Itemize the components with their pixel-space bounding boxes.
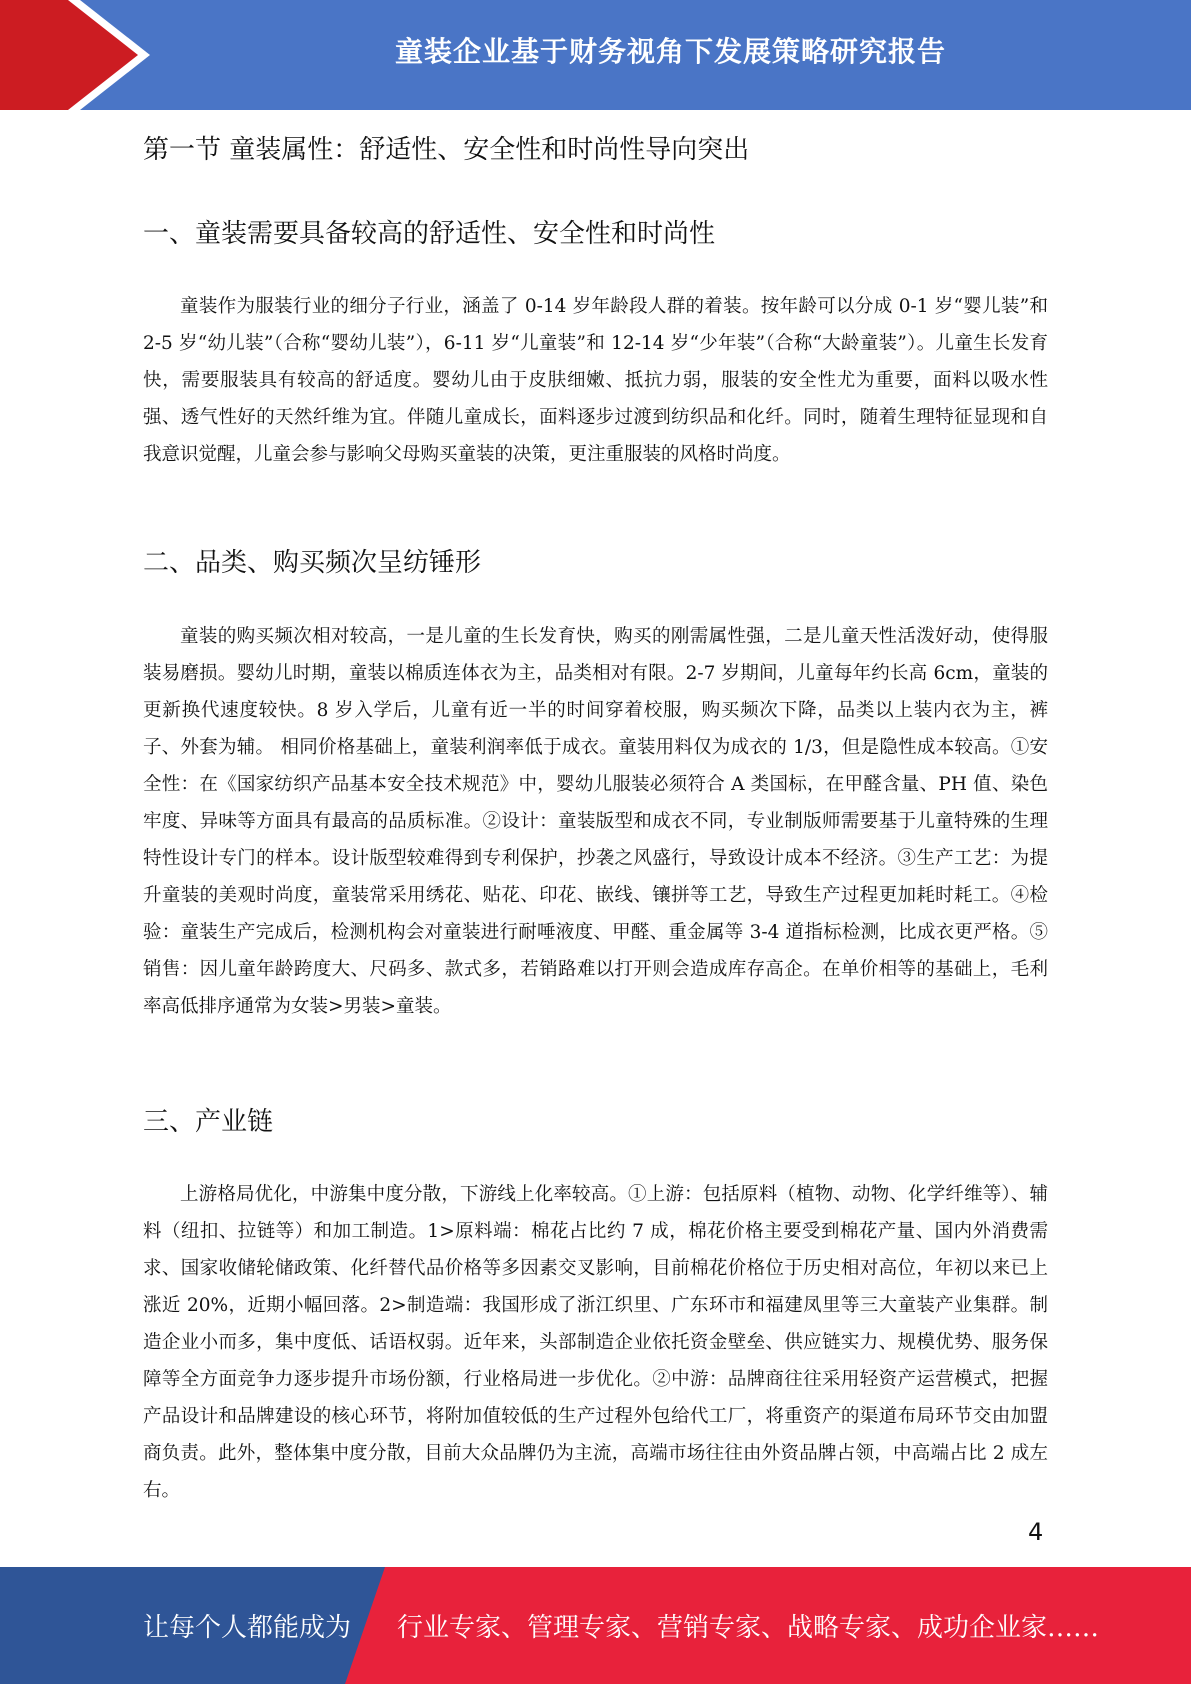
page-number: 4 [1028,1518,1044,1546]
section-title: 第一节 童装属性：舒适性、安全性和时尚性导向突出 [143,135,750,165]
subsection-body-2: 童装的购买频次相对较高，一是儿童的生长发育快，购买的刚需属性强，二是儿童天性活泼好动，使得服装易磨损。婴幼儿时期，童装以棉质连体衣为主，品类相对有限。2-7 岁期间，儿童每年约长高 6cm，童装的更新换代速度较快。8 岁入学后，儿童有近一半的时间穿着校服，购买频次下降，品类以上装内衣为主，裤子、外套为辅。 相同价格基础上，童装利润率低于成衣。童装用料仅为成衣的 1/3，但是隐性成本较高。①安全性：在《国家纺织产品基本安全技术规范》中，婴幼儿服装必须符合 A 类国标，在甲醛含量、PH 值、染色牢度、异味等方面具有最高的品质标准。②设计：童装版型和成衣不同，专业制版师需要基于儿童特殊的生理特性设计专门的样本。设计版型较难得到专利保护，抄袭之风盛行，导致设计成本不经济。③生产工艺：为提升童装的美观时尚度，童装常采用绣花、贴花、印花、嵌线、镶拼等工艺，导致生产过程更加耗时耗工。④检验：童装生产完成后，检测机构会对童装进行耐唾液度、甲醛、重金属等 3-4 道指标检测，比成衣更严格。⑤销售：因儿童年龄跨度大、尺码多、款式多，若销路难以打开则会造成库存高企。在单价相等的基础上，毛利率高低排序通常为女装>男装>童装。 [143,626,1048,1017]
footer-slogan-left: 让每个人都能成为 [143,1613,352,1643]
header-bar [0,0,1191,110]
subsection-heading-2: 二、品类、购买频次呈纺锤形 [143,548,482,578]
subsection-heading-3: 三、产业链 [143,1107,274,1137]
subsection-body-1: 童装作为服装行业的细分子行业，涵盖了 0-14 岁年龄段人群的着装。按年龄可以分成 0-1 岁“婴儿装”和 2-5 岁“幼儿装”（合称“婴幼儿装”），6-11 岁“儿童装”和 12-14 岁“少年装”（合称“大龄童装”）。儿童生长发育快，需要服装具有较高的舒适度。婴幼儿由于皮肤细嫩、抵抗力弱，服装的安全性尤为重要，面料以吸水性强、透气性好的天然纤维为宜。伴随儿童成长，面料逐步过渡到纺织品和化纤。同时，随着生理特征显现和自我意识觉醒，儿童会参与影响父母购买童装的决策，更注重服装的风格时尚度。 [143,296,1048,465]
subsection-heading-1: 一、童装需要具备较高的舒适性、安全性和时尚性 [143,219,716,249]
footer-slogan-right: 行业专家、管理专家、营销专家、战略专家、成功企业家…… [397,1613,1100,1643]
footer-banner [0,1567,1191,1684]
report-title: 童装企业基于财务视角下发展策略研究报告 [394,35,946,68]
page-content [143,128,1048,1501]
header-arrow-decoration [0,0,160,110]
subsection-body-3: 上游格局优化，中游集中度分散，下游线上化率较高。①上游：包括原料（植物、动物、化学纤维等）、辅料（纽扣、拉链等）和加工制造。1>原料端：棉花占比约 7 成，棉花价格主要受到棉花产量、国内外消费需求、国家收储轮储政策、化纤替代品价格等多因素交叉影响，目前棉花价格位于历史相对高位，年初以来已上涨近 20%，近期小幅回落。2>制造端：我国形成了浙江织里、广东环市和福建凤里等三大童装产业集群。制造企业小而多，集中度低、话语权弱。近年来，头部制造企业依托资金壁垒、供应链实力、规模优势、服务保障等全方面竞争力逐步提升市场份额，行业格局进一步优化。②中游：品牌商往往采用轻资产运营模式，把握产品设计和品牌建设的核心环节，将附加值较低的生产过程外包给代工厂，将重资产的渠道布局环节交由加盟商负责。此外，整体集中度分散，目前大众品牌仍为主流，高端市场往往由外资品牌占领，中高端占比 2 成左右。 [143,1184,1048,1501]
